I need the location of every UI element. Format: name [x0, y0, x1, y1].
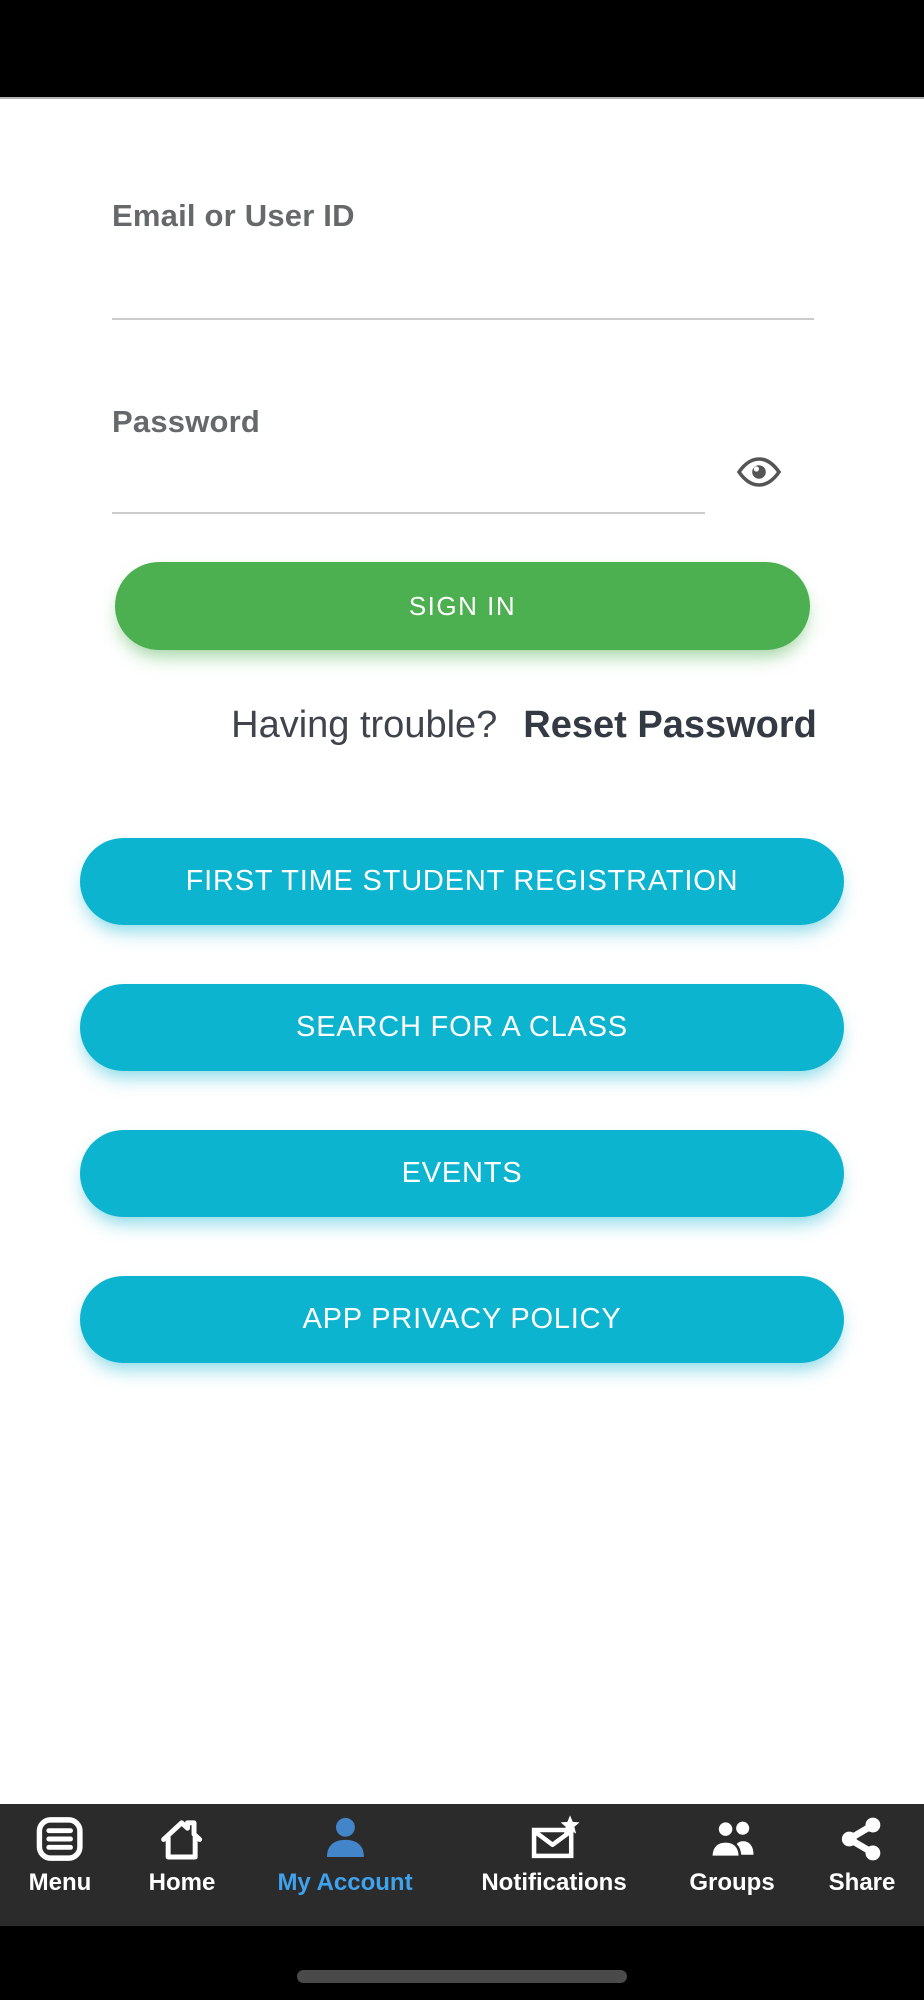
show-password-button[interactable] — [735, 448, 783, 496]
bottom-strip — [0, 1926, 924, 2000]
app-privacy-policy-button[interactable]: APP PRIVACY POLICY — [80, 1276, 844, 1363]
bottom-navigation-bar — [0, 1804, 924, 1926]
password-input[interactable] — [112, 456, 705, 514]
menu-list-icon — [32, 1812, 88, 1866]
nav-label-share: Share — [828, 1869, 896, 1896]
search-for-class-button[interactable]: SEARCH FOR A CLASS — [80, 984, 844, 1071]
events-button[interactable]: EVENTS — [80, 1130, 844, 1217]
envelope-star-icon — [526, 1812, 582, 1866]
people-icon — [704, 1812, 760, 1866]
trouble-row — [0, 704, 924, 747]
home-indicator[interactable] — [297, 1970, 627, 1983]
nav-label-home: Home — [148, 1869, 216, 1896]
nav-label-menu: Menu — [28, 1869, 92, 1896]
reset-password-link[interactable]: Reset Password — [523, 704, 817, 746]
password-label: Password — [112, 404, 261, 439]
nav-label-groups: Groups — [689, 1869, 775, 1896]
email-label: Email or User ID — [112, 198, 355, 233]
nav-item-groups[interactable] — [689, 1812, 774, 1895]
email-input[interactable] — [112, 262, 814, 320]
nav-item-notifications[interactable] — [481, 1812, 626, 1895]
person-icon — [317, 1812, 373, 1866]
nav-item-share[interactable] — [829, 1812, 896, 1895]
home-icon — [154, 1812, 210, 1866]
eye-icon — [735, 448, 783, 496]
nav-label-notifications: Notifications — [481, 1869, 627, 1896]
having-trouble-text: Having trouble? — [231, 704, 498, 746]
first-time-registration-button[interactable]: FIRST TIME STUDENT REGISTRATION — [80, 838, 844, 925]
nav-item-my-account[interactable] — [277, 1812, 412, 1895]
nav-item-home[interactable] — [149, 1812, 216, 1895]
nav-label-my-account: My Account — [277, 1869, 413, 1896]
status-bar — [0, 0, 924, 99]
share-nodes-icon — [834, 1812, 890, 1866]
nav-item-menu[interactable] — [29, 1812, 92, 1895]
sign-in-button[interactable]: SIGN IN — [115, 562, 810, 650]
